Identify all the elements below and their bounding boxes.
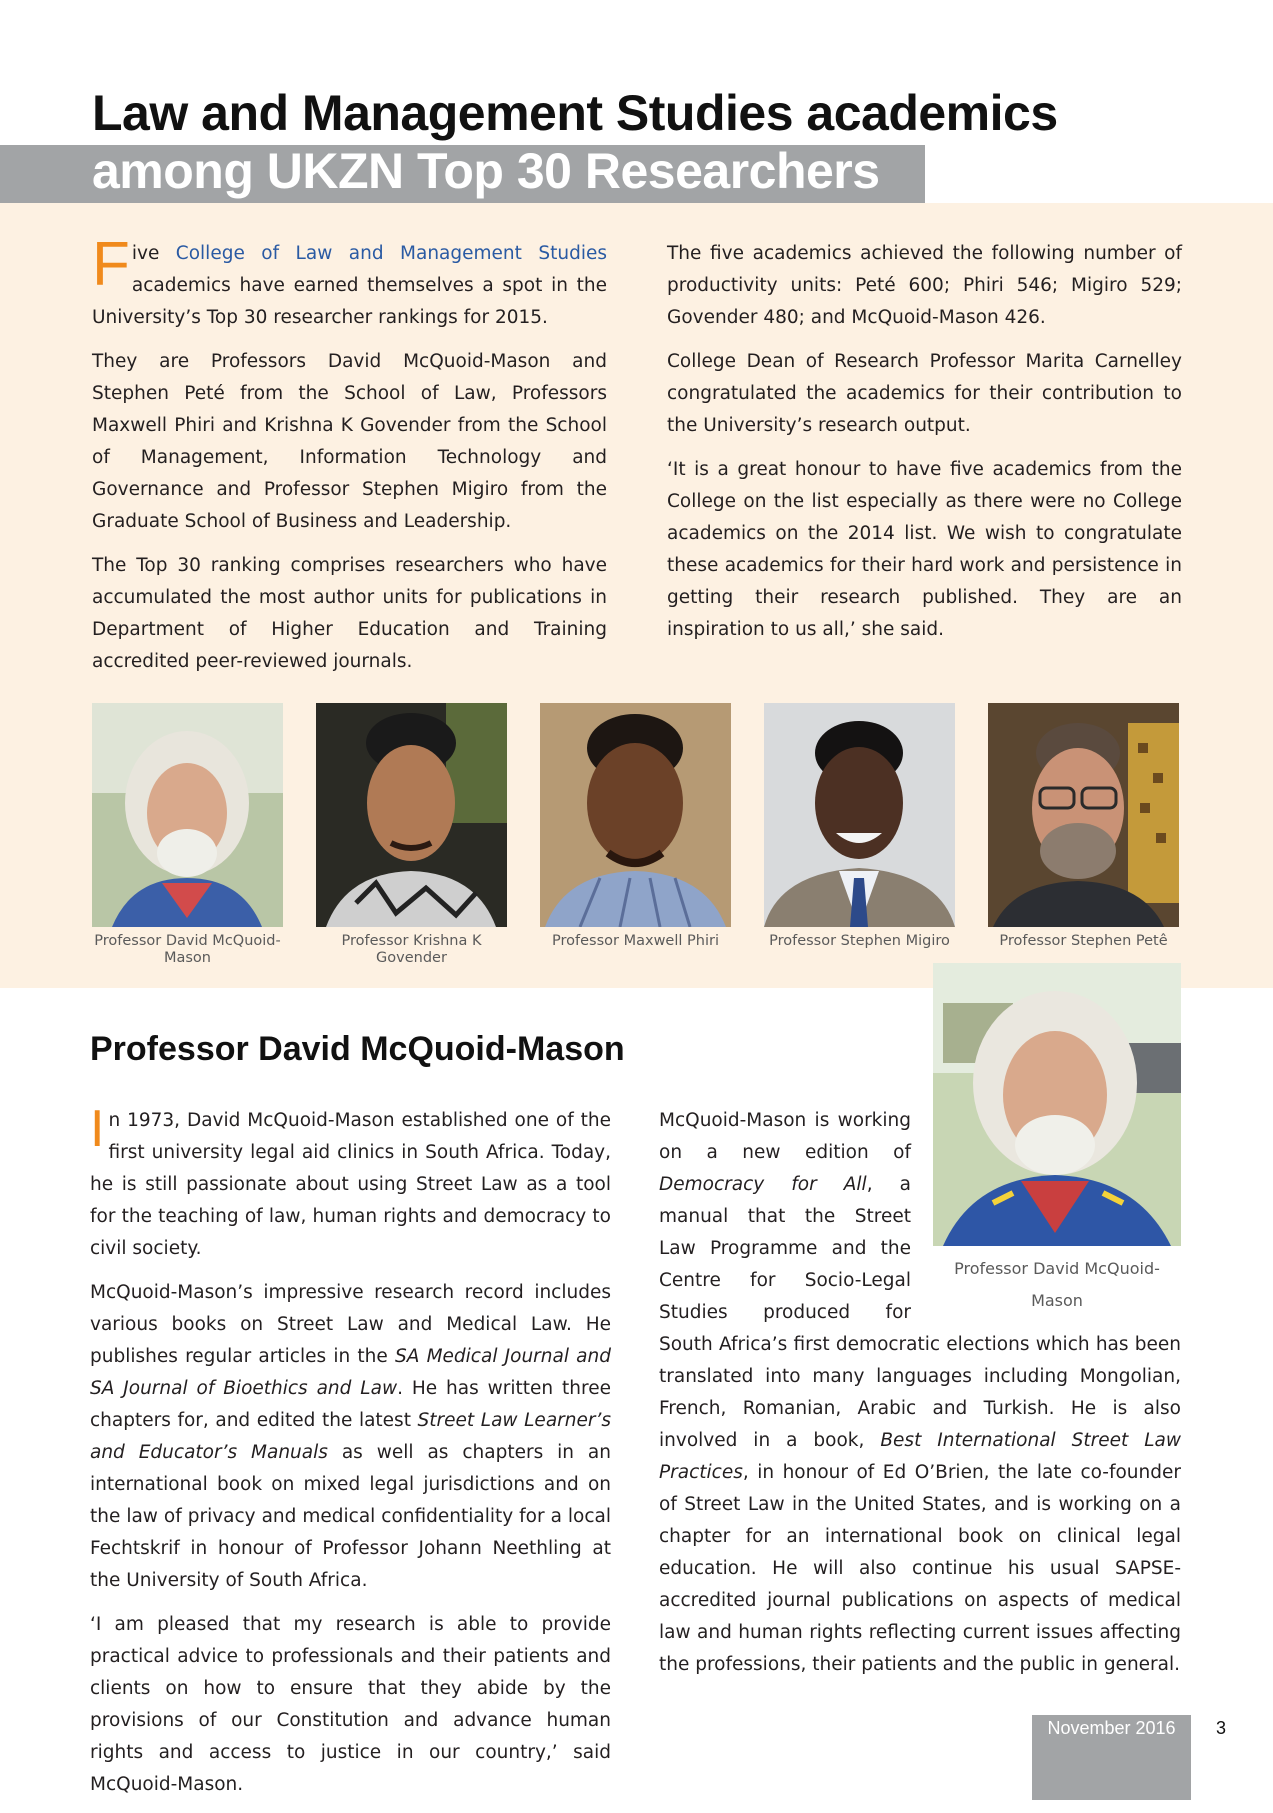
portrait-mcquoid-mason: [92, 703, 283, 927]
profile-photo: [933, 963, 1181, 1317]
photo-card-phiri: [540, 703, 731, 950]
intro-paragraph-2: They are Professors David McQuoid-Mason and Stephen Peté from the School of Law, Professors Maxwell Phiri and Krishna K Govender from the School of Management, Information Technology and Governance and Professor Stephen Migiro from the Graduate School of Business and Leadership.: [92, 351, 607, 532]
photo-card-migiro: [764, 703, 955, 950]
intro-paragraph-4: The five academics achieved the following number of productivity units: Peté 600; Phiri 546; Migiro 529; Govender 480; and McQuoid-Mason 426.: [667, 243, 1182, 328]
photo-caption: Professor Krishna K Govender: [341, 933, 482, 966]
photo-caption: Professor Maxwell Phiri: [552, 933, 719, 949]
drop-cap: F: [92, 230, 130, 299]
portrait-migiro: [764, 703, 955, 927]
intro-column-right: [667, 238, 1182, 658]
profile-paragraph-1: In 1973, David McQuoid-Mason established one of the first university legal aid clinics in South Africa. Today, he is still passionate about using Street Law as a tool for the teaching of law, human rights and democracy to civil society.: [90, 1100, 611, 1259]
portrait-mcquoid-mason-large: [933, 963, 1181, 1246]
profile-column-right: [659, 1105, 1181, 1693]
photo-card-govender: [316, 703, 507, 967]
intro-column-left: [92, 230, 607, 690]
photo-card-mcquoid-mason: [92, 703, 283, 967]
photo-card-pete: [988, 703, 1179, 950]
profile-paragraph-2: McQuoid-Mason’s impressive research record includes various books on Street Law and Medical Law. He publishes regular articles in the SA Medical Journal and SA Journal of Bioethics and Law. He has written three chapters for, and edited the latest Street Law Learner’s and Educator’s Manuals as well as chapters in an international book on mixed legal jurisdictions and on the law of privacy and medical confidentiality for a local Fechtskrif in honour of Professor Johann Neethling at the University of South Africa.: [90, 1282, 611, 1591]
academics-photo-row: [92, 703, 1182, 973]
intro-paragraph-6: ‘It is a great honour to have five academics from the College on the list especially as there were no College academics on the 2014 list. We wish to congratulate these academics for their hard work and persistence in getting their research published. They are an inspiration to us all,’ she said.: [667, 459, 1182, 640]
intro-paragraph-3: The Top 30 ranking comprises researchers who have accumulated the most author units for publications in Department of Higher Education and Training accredited peer-reviewed journals.: [92, 555, 607, 672]
headline-line-2: among UKZN Top 30 Researchers: [92, 143, 880, 199]
photo-caption: Professor Stephen Migiro: [769, 933, 950, 949]
drop-cap: I: [90, 1100, 105, 1158]
profile-photo-caption: Professor David McQuoid-Mason: [954, 1259, 1160, 1310]
photo-caption: Professor David McQuoid-Mason: [94, 933, 281, 966]
headline-line-1: Law and Management Studies academics: [92, 85, 1058, 141]
portrait-pete: [988, 703, 1179, 927]
photo-caption: Professor Stephen Petê: [999, 933, 1168, 949]
profile-column-left: [90, 1100, 611, 1813]
page-number: 3: [1216, 1718, 1227, 1738]
portrait-phiri: [540, 703, 731, 927]
intro-paragraph-1: Five College of Law and Management Studies academics have earned themselves a spot in the University’s Top 30 researcher rankings for 2015.: [92, 230, 607, 328]
college-link[interactable]: College of Law and Management Studies: [175, 243, 607, 264]
profile-paragraph-4: McQuoid-Mason is working on a new edition of Democracy for All, a manual that the Street Law Programme and the Centre for Socio-Legal Studies produced for South Africa’s first democratic elections which has been translated into many languages including Mongolian, French, Romanian, Arabic and Turkish. He is also involved in a book, Best International Street Law Practices, in honour of Ed O’Brien, the late co-founder of Street Law in the United States, and is working on a chapter for an international book on clinical legal education. He will also continue his usual SAPSE-accredited journal publications on aspects of medical law and human rights reflecting current issues affecting the professions, their patients and the public in general.: [659, 1110, 1181, 1675]
profile-heading: Professor David McQuoid-Mason: [90, 1030, 625, 1068]
footer-date: November 2016: [1047, 1718, 1176, 1738]
portrait-govender: [316, 703, 507, 927]
profile-paragraph-3: ‘I am pleased that my research is able to provide practical advice to professionals and their patients and clients on how to ensure that they abide by the provisions of our Constitution and advance human rights and access to justice in our country,’ said McQuoid-Mason.: [90, 1614, 611, 1795]
intro-paragraph-5: College Dean of Research Professor Marita Carnelley congratulated the academics for their contribution to the University’s research output.: [667, 351, 1182, 436]
